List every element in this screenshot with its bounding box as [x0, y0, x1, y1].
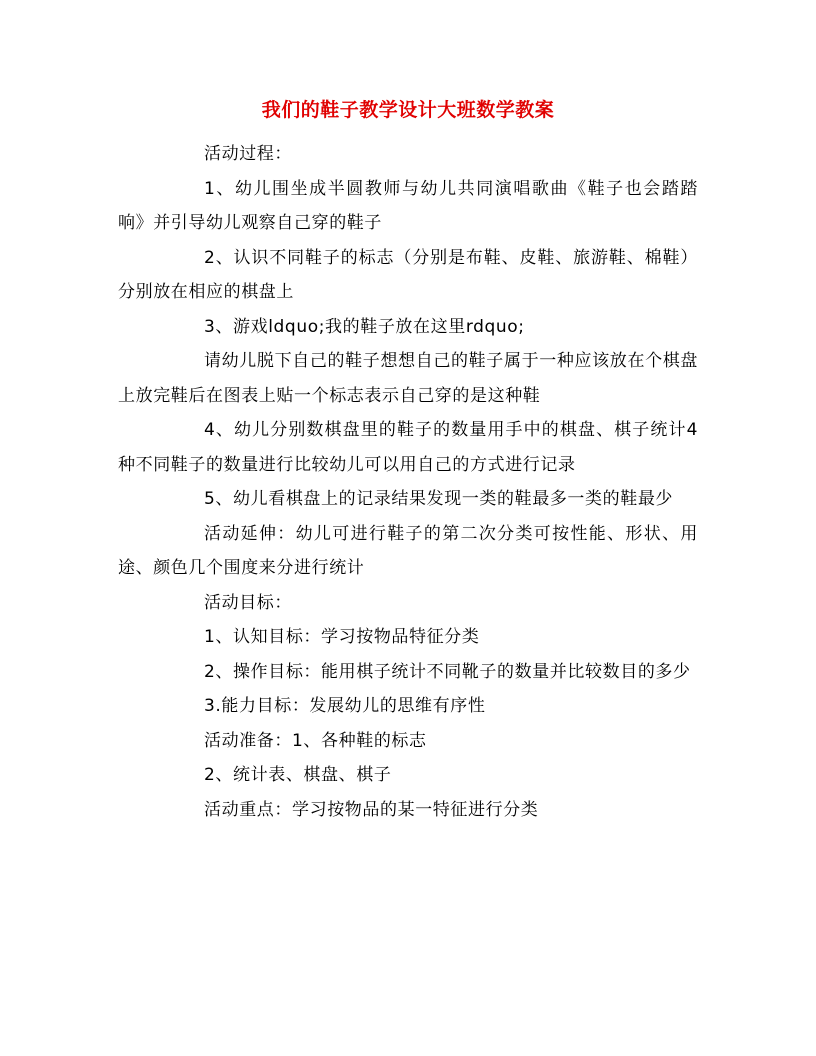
paragraph-preparation-items: 2、统计表、棋盘、棋子	[204, 765, 392, 785]
document-title: 我们的鞋子教学设计大班数学教案	[261, 99, 555, 121]
paragraph-goal-cognitive: 1、认知目标：学习按物品特征分类	[204, 627, 480, 647]
paragraph-activity-goals: 活动目标：	[204, 592, 292, 613]
paragraph-activity-process: 活动过程：	[204, 144, 292, 164]
paragraph-step-3-detail: 请幼儿脱下自己的鞋子想想自己的鞋子属于一种应该放在个棋盘上放完鞋后在图表上贴一个标志表示自己穿的是这种鞋	[118, 351, 698, 406]
paragraph-activity-preparation: 活动准备：1、各种鞋的标志	[204, 730, 427, 751]
paragraph-step-3: 3、游戏ldquo;我的鞋子放在这里rdquo;	[204, 316, 525, 337]
paragraph-goal-operation: 2、操作目标：能用棋子统计不同靴子的数量并比较数目的多少	[204, 661, 691, 682]
paragraph-step-4: 4、幼儿分别数棋盘里的鞋子的数量用手中的棋盘、棋子统计4种不同鞋子的数量进行比较幼儿可以用自己的方式进行记录	[118, 420, 698, 475]
paragraph-goal-ability: 3.能力目标：发展幼儿的思维有序性	[204, 696, 486, 716]
paragraph-step-5: 5、幼儿看棋盘上的记录结果发现一类的鞋最多一类的鞋最少	[204, 489, 674, 509]
paragraph-activity-focus: 活动重点：学习按物品的某一特征进行分类	[204, 799, 539, 820]
paragraph-step-1: 1、幼儿围坐成半圆教师与幼儿共同演唱歌曲《鞋子也会踏踏响》并引导幼儿观察自己穿的鞋子	[118, 178, 698, 233]
document-body	[118, 137, 698, 827]
paragraph-activity-extension: 活动延伸：幼儿可进行鞋子的第二次分类可按性能、形状、用途、颜色几个围度来分进行统计	[118, 523, 698, 578]
paragraph-step-2: 2、认识不同鞋子的标志（分别是布鞋、皮鞋、旅游鞋、棉鞋）分别放在相应的棋盘上	[118, 247, 698, 302]
